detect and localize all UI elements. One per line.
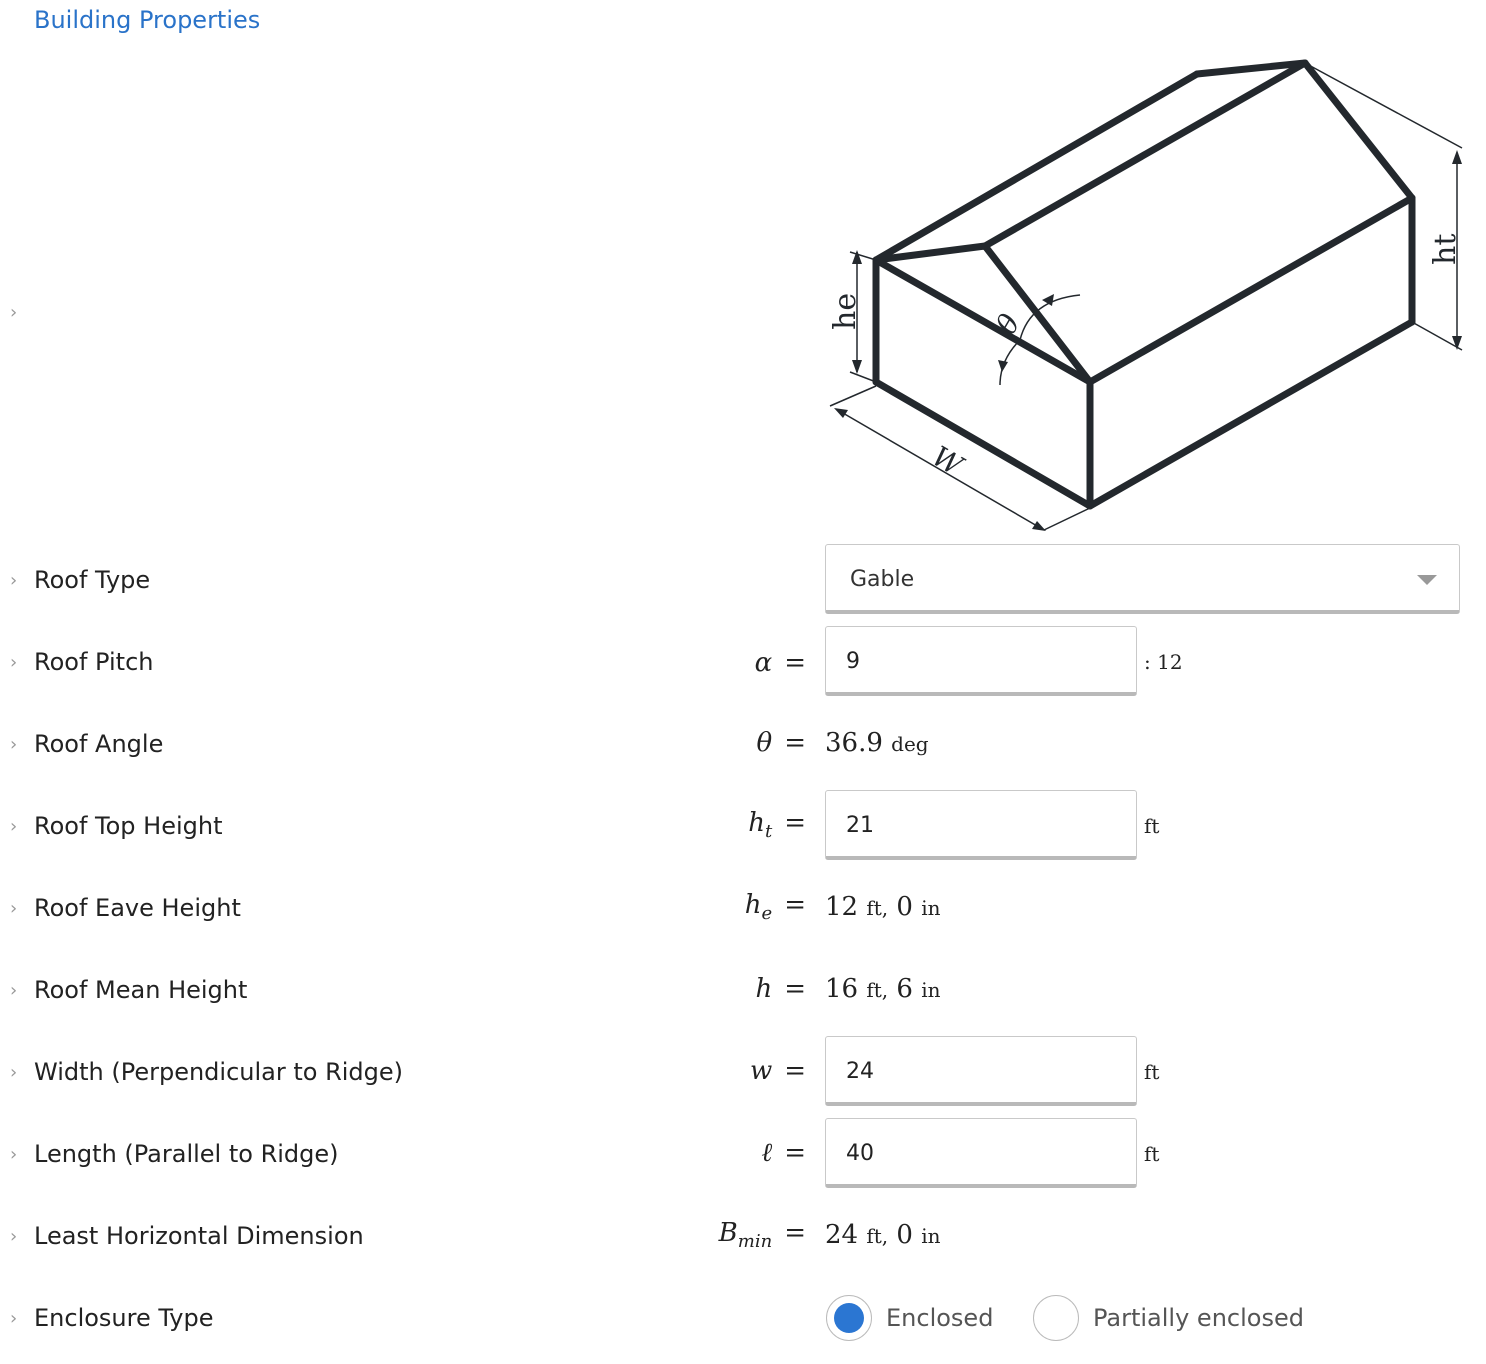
- row-length: [0, 1126, 1486, 1186]
- roof-mean-height-symbol: h =: [755, 974, 806, 1004]
- chevron-right-icon[interactable]: ›: [10, 1226, 18, 1247]
- least-dimension-label: Least Horizontal Dimension: [34, 1222, 364, 1250]
- chevron-right-icon[interactable]: ›: [10, 734, 18, 755]
- he-label: he: [828, 292, 863, 330]
- length-input[interactable]: 40: [825, 1118, 1137, 1188]
- roof-top-height-label: Roof Top Height: [34, 812, 223, 840]
- roof-pitch-symbol: α =: [754, 648, 806, 678]
- roof-mean-height-value: 16 ft, 6 in: [825, 974, 941, 1004]
- row-roof-mean-height: [0, 962, 1486, 1022]
- roof-angle-symbol: θ =: [756, 728, 806, 758]
- row-roof-angle: [0, 716, 1486, 776]
- width-input[interactable]: 24: [825, 1036, 1137, 1106]
- roof-type-value: Gable: [850, 567, 915, 592]
- roof-pitch-label: Roof Pitch: [34, 648, 154, 676]
- chevron-right-icon[interactable]: ›: [10, 980, 18, 1001]
- roof-angle-value: 36.9 deg: [825, 728, 929, 758]
- roof-pitch-unit: : 12: [1144, 650, 1183, 674]
- roof-mean-height-label: Roof Mean Height: [34, 976, 248, 1004]
- ht-label: ht: [1428, 233, 1463, 265]
- width-symbol: w =: [749, 1056, 806, 1086]
- least-dimension-value: 24 ft, 0 in: [825, 1220, 941, 1250]
- roof-type-select[interactable]: [825, 544, 1460, 614]
- enclosure-type-label: Enclosure Type: [34, 1304, 214, 1332]
- chevron-down-icon: [1417, 575, 1437, 585]
- partially-enclosed-radio-label[interactable]: Partially enclosed: [1093, 1304, 1304, 1332]
- row-roof-top-height: [0, 798, 1486, 858]
- chevron-right-icon[interactable]: ›: [10, 570, 18, 591]
- partially-enclosed-radio[interactable]: [1033, 1295, 1079, 1341]
- width-label: Width (Perpendicular to Ridge): [34, 1058, 404, 1086]
- roof-top-height-unit: ft: [1144, 814, 1160, 838]
- roof-angle-label: Roof Angle: [34, 730, 164, 758]
- roof-eave-height-value: 12 ft, 0 in: [825, 892, 941, 922]
- theta-label: θ: [989, 308, 1027, 340]
- row-roof-pitch: [0, 634, 1486, 694]
- width-unit: ft: [1144, 1060, 1160, 1084]
- enclosed-radio[interactable]: [826, 1295, 872, 1341]
- chevron-right-icon[interactable]: ›: [10, 816, 18, 837]
- enclosed-radio-label[interactable]: Enclosed: [886, 1304, 994, 1332]
- chevron-right-icon[interactable]: ›: [10, 652, 18, 673]
- least-dimension-symbol: $B_{min}$ =: [718, 1218, 806, 1253]
- roof-top-height-input[interactable]: 21: [825, 790, 1137, 860]
- row-least-dimension: [0, 1208, 1486, 1268]
- chevron-right-icon[interactable]: ›: [10, 1308, 18, 1329]
- chevron-right-icon[interactable]: ›: [10, 302, 18, 323]
- roof-pitch-input[interactable]: 9: [825, 626, 1137, 696]
- chevron-right-icon[interactable]: ›: [10, 898, 18, 919]
- roof-eave-height-symbol: $h_e$ =: [744, 890, 806, 925]
- length-label: Length (Parallel to Ridge): [34, 1140, 339, 1168]
- roof-top-height-symbol: $h_t$ =: [748, 808, 806, 843]
- building-diagram: [800, 40, 1486, 540]
- roof-eave-height-label: Roof Eave Height: [34, 894, 241, 922]
- row-roof-eave-height: [0, 880, 1486, 940]
- row-enclosure-type: [0, 1290, 1486, 1350]
- length-unit: ft: [1144, 1142, 1160, 1166]
- w-label: W: [926, 439, 968, 483]
- roof-type-label: Roof Type: [34, 566, 151, 594]
- length-symbol: ℓ =: [761, 1138, 806, 1168]
- row-width: [0, 1044, 1486, 1104]
- chevron-right-icon[interactable]: ›: [10, 1144, 18, 1165]
- section-title[interactable]: Building Properties: [34, 6, 261, 34]
- chevron-right-icon[interactable]: ›: [10, 1062, 18, 1083]
